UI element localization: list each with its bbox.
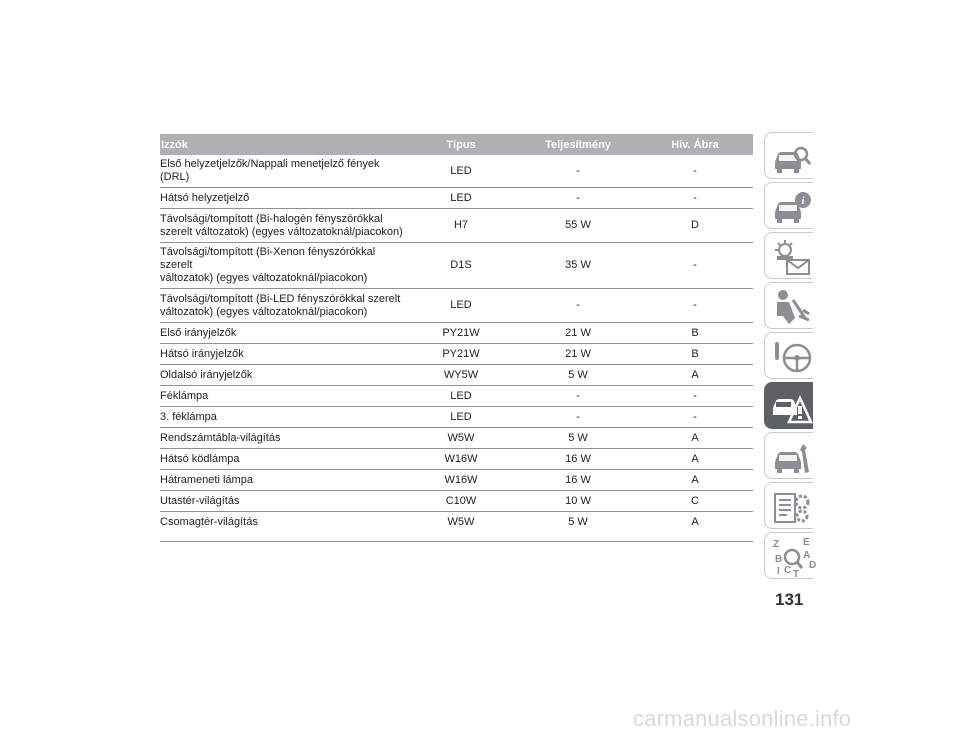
cell-figure-ref: B	[637, 344, 753, 365]
cell-power: -	[519, 289, 637, 323]
cell-type: WY5W	[403, 365, 519, 386]
cell-type: LED	[403, 188, 519, 209]
sidebar-tab-7[interactable]	[764, 432, 813, 479]
cell-figure-ref: B	[637, 323, 753, 344]
table-row	[160, 449, 753, 470]
cell-figure-ref: A	[637, 428, 753, 449]
cell-bulb: Hátsó helyzetjelző	[160, 188, 403, 209]
cell-bulb: Oldalsó irányjelzők	[160, 365, 403, 386]
cell-type: W5W	[403, 512, 519, 542]
svg-text:T: T	[793, 569, 800, 580]
cell-bulb: Hátsó irányjelzők	[160, 344, 403, 365]
cell-type: W16W	[403, 449, 519, 470]
svg-text:I: I	[777, 566, 780, 577]
safety-airbag-icon	[769, 286, 813, 328]
table-row	[160, 323, 753, 344]
sidebar-tab-3[interactable]	[764, 232, 813, 279]
cell-bulb: 3. féklámpa	[160, 407, 403, 428]
cell-type: W5W	[403, 428, 519, 449]
bulb-table-container	[160, 134, 753, 542]
cell-power: 35 W	[519, 243, 637, 289]
sidebar-tab-9[interactable]	[764, 532, 817, 580]
cell-figure-ref: -	[637, 289, 753, 323]
table-row	[160, 155, 753, 188]
cell-power: 5 W	[519, 512, 637, 542]
table-row	[160, 344, 753, 365]
cell-power: 16 W	[519, 470, 637, 491]
cell-bulb: Távolsági/tompított (Bi-LED fényszórókkal szerelt változatok) (egyes változatoknál/piacokon)	[160, 289, 403, 323]
cell-type: W16W	[403, 470, 519, 491]
cell-power: 16 W	[519, 449, 637, 470]
cell-bulb: Rendszámtábla-világítás	[160, 428, 403, 449]
cell-bulb: Távolsági/tompított (Bi-Xenon fényszórókkal szerelt változatok) (egyes változatoknál/piacokon)	[160, 243, 403, 289]
warning-lights-icon	[769, 236, 813, 278]
car-emergency-icon	[769, 386, 813, 428]
cell-figure-ref: A	[637, 365, 753, 386]
table-row	[160, 407, 753, 428]
cell-bulb: Féklámpa	[160, 386, 403, 407]
header-figure-ref: Hiv. Ábra	[637, 134, 753, 155]
table-header-row	[160, 134, 753, 155]
cell-figure-ref: D	[637, 209, 753, 243]
cell-figure-ref: A	[637, 449, 753, 470]
cell-bulb: Utastér-világítás	[160, 491, 403, 512]
svg-text:A: A	[803, 550, 811, 561]
technical-data-icon	[769, 486, 813, 528]
cell-type: LED	[403, 407, 519, 428]
table-row	[160, 428, 753, 449]
watermark: carmanualsonline.info	[633, 706, 852, 731]
cell-figure-ref: -	[637, 243, 753, 289]
table-row	[160, 365, 753, 386]
table-body	[160, 155, 753, 542]
cell-figure-ref: A	[637, 470, 753, 491]
cell-figure-ref: -	[637, 188, 753, 209]
cell-type: LED	[403, 155, 519, 188]
cell-type: PY21W	[403, 344, 519, 365]
cell-power: -	[519, 155, 637, 188]
header-bulbs: Izzók	[160, 134, 403, 155]
table-row	[160, 209, 753, 243]
cell-bulb: Hátrameneti lámpa	[160, 470, 403, 491]
table-row	[160, 289, 753, 323]
header-type: Típus	[403, 134, 519, 155]
cell-bulb: Csomagtér-világítás	[160, 512, 403, 542]
table-row	[160, 386, 753, 407]
cell-power: 55 W	[519, 209, 637, 243]
cell-power: -	[519, 188, 637, 209]
svg-text:i: i	[801, 195, 805, 207]
cell-power: 10 W	[519, 491, 637, 512]
table-row	[160, 491, 753, 512]
table-row	[160, 470, 753, 491]
cell-figure-ref: A	[637, 512, 753, 542]
bulb-table	[160, 134, 753, 542]
cell-type: D1S	[403, 243, 519, 289]
sidebar-tab-8[interactable]	[764, 482, 813, 529]
car-search-icon	[769, 136, 813, 178]
svg-text:E: E	[803, 537, 810, 548]
cell-figure-ref: C	[637, 491, 753, 512]
cell-power: -	[519, 386, 637, 407]
cell-power: 21 W	[519, 344, 637, 365]
cell-type: LED	[403, 386, 519, 407]
cell-power: 5 W	[519, 365, 637, 386]
svg-text:B: B	[775, 554, 783, 565]
svg-text:Z: Z	[773, 539, 780, 550]
cell-bulb: Távolsági/tompított (Bi-halogén fényszórókkal szerelt változatok) (egyes változatoknál/piacokon)	[160, 209, 403, 243]
sidebar-tab-2[interactable]	[764, 182, 813, 229]
table-row	[160, 512, 753, 542]
cell-power: 5 W	[519, 428, 637, 449]
car-maintenance-icon	[769, 436, 813, 478]
steering-wheel-icon	[769, 336, 813, 378]
cell-bulb: Hátsó ködlámpa	[160, 449, 403, 470]
sidebar-tab-1[interactable]	[764, 132, 813, 179]
cell-figure-ref: -	[637, 155, 753, 188]
cell-type: PY21W	[403, 323, 519, 344]
car-info-icon	[769, 186, 813, 228]
sidebar-tab-6[interactable]	[764, 382, 813, 429]
sidebar-tab-5[interactable]	[764, 332, 813, 379]
header-power: Teljesítmény	[519, 134, 637, 155]
svg-text:C: C	[784, 565, 792, 576]
table-row	[160, 188, 753, 209]
cell-figure-ref: -	[637, 407, 753, 428]
table-row	[160, 243, 753, 289]
cell-power: -	[519, 407, 637, 428]
alphabetical-index-icon	[769, 536, 817, 580]
cell-figure-ref: -	[637, 386, 753, 407]
cell-type: LED	[403, 289, 519, 323]
cell-bulb: Első irányjelzők	[160, 323, 403, 344]
sidebar-tab-4[interactable]	[764, 282, 813, 329]
cell-power: 21 W	[519, 323, 637, 344]
cell-bulb: Első helyzetjelzők/Nappali menetjelző fények (DRL)	[160, 155, 403, 188]
svg-text:D: D	[809, 560, 817, 571]
cell-type: C10W	[403, 491, 519, 512]
cell-type: H7	[403, 209, 519, 243]
page-number: 131	[775, 590, 804, 609]
